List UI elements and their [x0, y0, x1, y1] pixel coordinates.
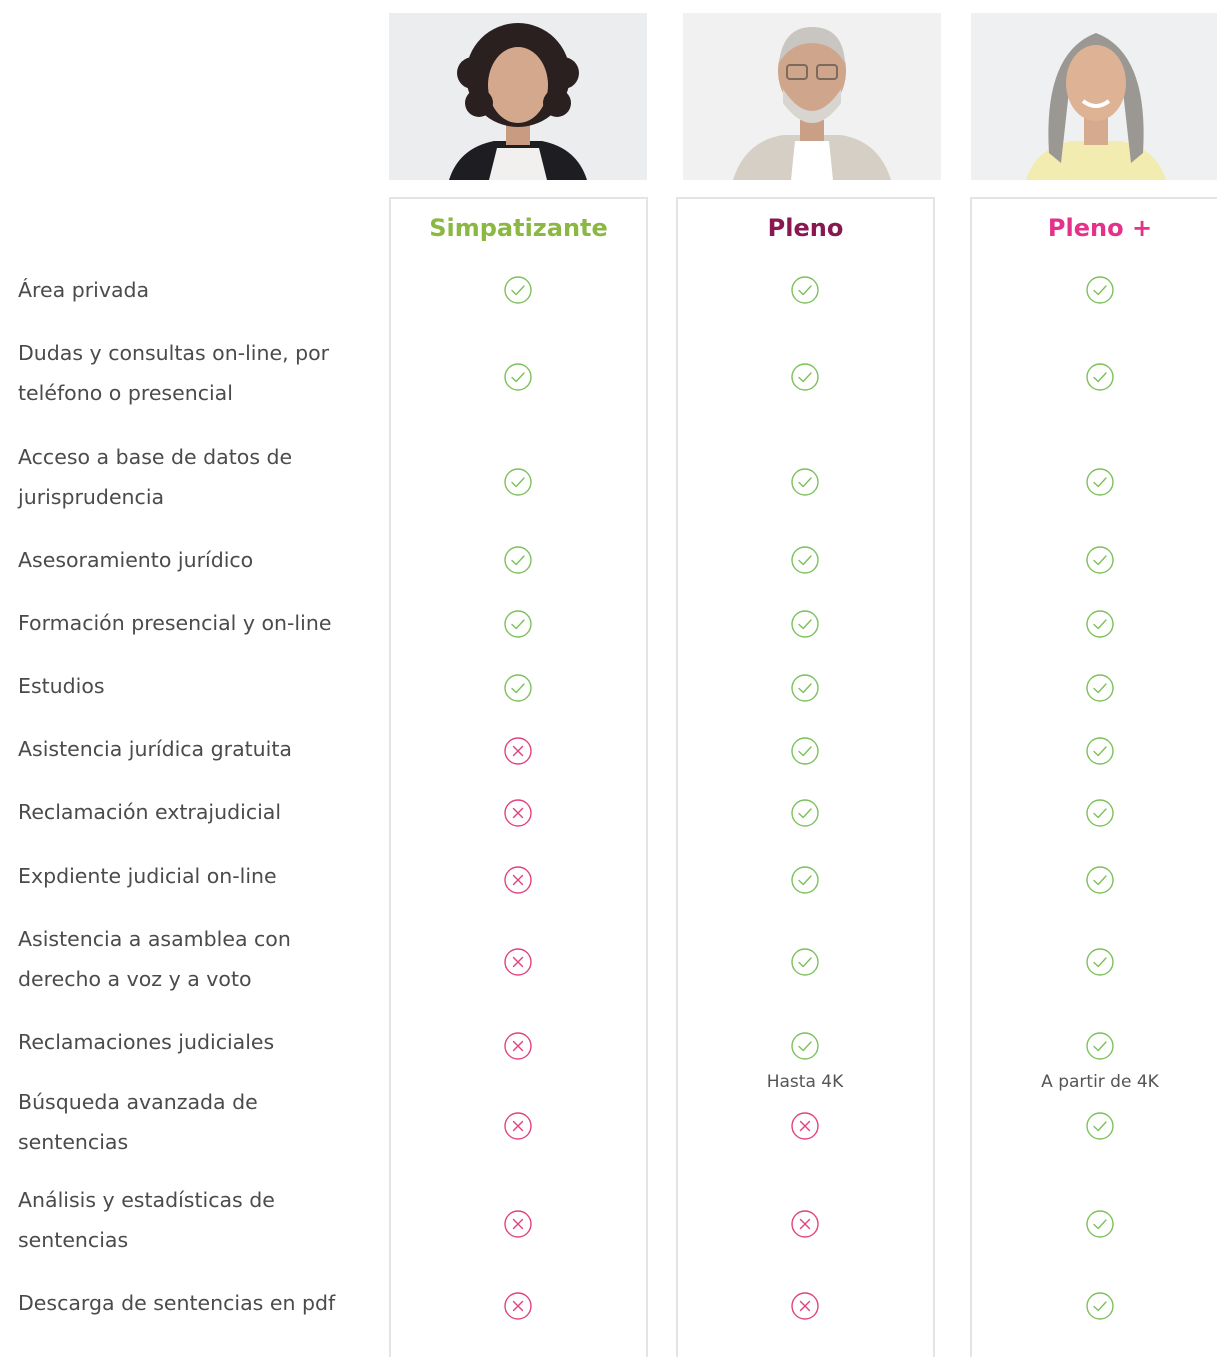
feature-label: Asistencia a asamblea con derecho a voz y a voto — [18, 927, 291, 991]
cross-icon — [790, 1291, 820, 1321]
check-icon — [1085, 673, 1115, 703]
check-icon — [1085, 736, 1115, 766]
check-icon — [503, 609, 533, 639]
check-icon — [1085, 947, 1115, 977]
check-icon — [503, 673, 533, 703]
plan-photo-simpatizante — [389, 13, 647, 180]
check-icon — [1085, 1291, 1115, 1321]
check-icon — [1085, 609, 1115, 639]
feature-label: Formación presencial y on-line — [18, 611, 332, 635]
check-icon — [1085, 275, 1115, 305]
check-icon — [1085, 1031, 1115, 1061]
feature-label: Expdiente judicial on-line — [18, 864, 277, 888]
check-icon — [1085, 467, 1115, 497]
check-icon — [1085, 865, 1115, 895]
plan-title-pleno: Pleno — [767, 214, 844, 242]
woman-curly-dark-hair-photo — [389, 13, 647, 180]
check-icon — [790, 1031, 820, 1061]
feature-label: Reclamación extrajudicial — [18, 800, 282, 824]
check-icon — [1085, 798, 1115, 828]
plan-title-pleno-plus: Pleno + — [1047, 214, 1153, 242]
cross-icon — [790, 1111, 820, 1141]
check-icon — [790, 275, 820, 305]
feature-label: Dudas y consultas on-line, por teléfono o presencial — [18, 341, 330, 405]
check-icon — [1085, 362, 1115, 392]
feature-label: Análisis y estadísticas de sentencias — [18, 1188, 275, 1252]
check-icon — [790, 947, 820, 977]
check-icon — [790, 798, 820, 828]
plan-title-simpatizante: Simpatizante — [429, 214, 608, 242]
check-icon — [790, 609, 820, 639]
check-icon — [790, 865, 820, 895]
feature-label: Estudios — [18, 674, 105, 698]
plan-note-pleno-plus: A partir de 4K — [1041, 1072, 1159, 1092]
man-grey-beard-glasses-photo — [683, 13, 941, 180]
check-icon — [790, 362, 820, 392]
cross-icon — [503, 947, 533, 977]
check-icon — [503, 467, 533, 497]
cross-icon — [503, 1111, 533, 1141]
feature-label: Búsqueda avanzada de sentencias — [18, 1090, 258, 1154]
feature-label: Acceso a base de datos de jurisprudencia — [18, 445, 293, 509]
feature-label: Descarga de sentencias en pdf — [18, 1291, 336, 1315]
check-icon — [790, 545, 820, 575]
cross-icon — [503, 736, 533, 766]
feature-label: Área privada — [18, 278, 150, 302]
feature-label: Asistencia jurídica gratuita — [18, 737, 292, 761]
check-icon — [790, 673, 820, 703]
check-icon — [790, 467, 820, 497]
check-icon — [790, 736, 820, 766]
woman-long-grey-hair-photo — [971, 13, 1217, 180]
feature-label: Asesoramiento jurídico — [18, 548, 254, 572]
check-icon — [503, 362, 533, 392]
check-icon — [1085, 545, 1115, 575]
cross-icon — [503, 1209, 533, 1239]
check-icon — [1085, 1209, 1115, 1239]
plan-note-pleno: Hasta 4K — [766, 1072, 844, 1092]
check-icon — [503, 275, 533, 305]
cross-icon — [503, 798, 533, 828]
check-icon — [1085, 1111, 1115, 1141]
feature-label: Reclamaciones judiciales — [18, 1030, 275, 1054]
cross-icon — [790, 1209, 820, 1239]
check-icon — [503, 545, 533, 575]
cross-icon — [503, 1031, 533, 1061]
cross-icon — [503, 1291, 533, 1321]
cross-icon — [503, 865, 533, 895]
plan-photo-pleno-plus — [971, 13, 1217, 180]
plan-photo-pleno — [683, 13, 941, 180]
